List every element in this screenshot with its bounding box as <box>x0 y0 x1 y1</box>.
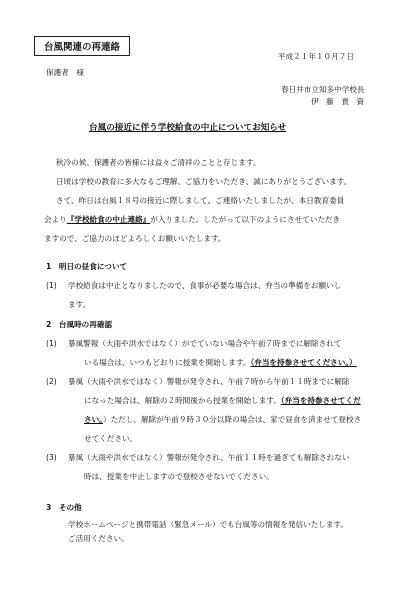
bring-lunch-note-2b: さい。 <box>84 415 103 424</box>
intro-line-4-end: が入りました。したがって以下のようにさせていただき <box>150 215 341 224</box>
section-2-item-1-line-1: 暴風警報（大雨や洪水ではなく）がでていない場合や午前７時までに解除されて <box>68 339 342 348</box>
section-2-item-2-line-3 <box>84 416 361 424</box>
section-1-item-1-line-1: 学校給食は中止となりましたので、食事が必要な場合は、弁当の準備をお願いし <box>68 281 342 290</box>
section-3-line-2: ご活用ください。 <box>68 534 129 543</box>
section-3-line-1: 学校ホームページと携帯電話（緊急メール）でも台風等の情報を発信いたします。 <box>68 520 349 529</box>
notice-tag-box: 台風関連の再連絡 <box>34 36 130 56</box>
intro-line-4-start: 会より <box>44 215 67 224</box>
bring-lunch-note-2a: （弁当を持参させてくだ <box>280 396 361 405</box>
section-2-item-2-line-1: 暴風（大雨や洪水ではなく）警報が発令され、午前７時から午前１１時までに解除 <box>68 377 350 386</box>
section-2-item-1-line-2-text: いる場合は、いつもどおりに授業を開始します。 <box>84 358 251 367</box>
section-2-heading: 2 台風時の再確認 <box>46 320 113 329</box>
section-2-item-1-line-2 <box>84 359 357 367</box>
section-2-item-3-line-2: 時は、授業を中止しますので登校させないでください。 <box>84 472 274 481</box>
notice-title: 台風の接近に伴う学校給食の中止についてお知らせ <box>89 123 287 133</box>
section-2-item-2-line-2 <box>84 397 361 405</box>
section-2-item-2-number: (2) <box>46 377 57 386</box>
intro-line-4 <box>44 216 340 224</box>
intro-line-3: さて、昨日は台風１８号の接近に際しまして、ご連絡いたしましたが、本日教育委員 <box>56 196 345 205</box>
notice-date: 平成２１年１０月７日 <box>278 52 354 61</box>
section-2-item-3-number: (3) <box>46 453 57 462</box>
section-3-heading: 3 その他 <box>46 503 82 512</box>
section-2-item-2-line-3-text: ）ただし、解除が午前９時３０分以降の場合は、家で昼食を済ませて登校さ <box>102 415 362 424</box>
section-2-item-2-line-2-text: になった場合は、解除の２時間後から授業を開始します。 <box>84 396 281 405</box>
intro-line-5: ますので、ご協力のほどよろしくお願いいたします。 <box>44 234 226 243</box>
section-1-item-1-number: (1) <box>46 281 57 290</box>
section-2-item-3-line-1: 暴風（大雨や洪水ではなく）警報が発令され、午前１１時を過ぎても解除されない <box>68 453 350 462</box>
section-1-item-1-line-2: ます。 <box>68 300 91 309</box>
school-lunch-cancellation-notice: 『学校給食の中止連絡』 <box>66 215 151 224</box>
section-2-item-2-line-4: せてください。 <box>84 434 138 443</box>
intro-line-2: 日頃は学校の教育に多大なるご理解、ご協力をいただき、誠にありがとうございます。 <box>56 177 352 186</box>
section-2-item-1-number: (1) <box>46 339 57 348</box>
addressee: 保護者 様 <box>46 68 84 77</box>
section-1-heading: 1 明日の昼食について <box>46 262 128 271</box>
school-name: 春日井市立知多中学校長 <box>281 85 365 94</box>
bring-lunch-note-1: （弁当を持参させてください。） <box>250 358 357 367</box>
intro-line-1: 秋冷の候、保護者の皆様には益々ご清祥のことと存じます。 <box>56 158 261 167</box>
principal-name: 伊 藤 貴 資 <box>311 97 365 106</box>
